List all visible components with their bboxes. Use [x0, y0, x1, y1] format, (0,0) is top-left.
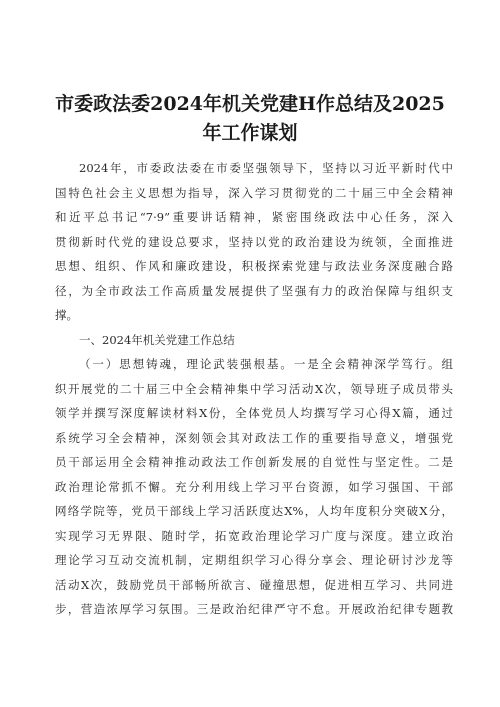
body-line: 思想、组织、作风和廉政建设，积极探索党建与政法业务深度融合路 — [55, 259, 453, 273]
body-line: 系统学习全会精神，深刻领会其对政法工作的重要指导意义，增强党 — [55, 430, 453, 445]
body-line: 径，为全市政法工作高质量发展提供了坚强有力的政治保障与组织支 — [55, 283, 453, 298]
document-title-line-2: 年工作谋划 — [202, 122, 298, 144]
document-title-line-1: 市委政法委2024年机关党建H作总结及2025 — [55, 93, 445, 115]
section-heading: 一、2024年机关党建工作总结 — [79, 332, 235, 347]
body-line: 员干部运用全会精神推动政法工作创新发展的自觉性与坚定性。二是 — [55, 455, 453, 469]
body-line: 领学并撰写深度解读材料X份，全体党员人均撰写学习心得X篇，通过 — [55, 406, 453, 420]
body-line: 国特色社会主义思想为指导，深入学习贯彻党的二十届三中全会精神 — [55, 185, 453, 200]
body-line: 和近平总书记“7·9”重要讲话精神，紧密围绕政法中心任务，深入 — [55, 210, 453, 224]
body-line: 撑。 — [55, 308, 78, 322]
document-body — [55, 156, 453, 622]
body-line: 实现学习无界限、随时学，拓宽政治理论学习广度与深度。建立政治 — [55, 528, 453, 543]
body-line: 织开展党的二十届三中全会精神集中学习活动X次，领导班子成员带头 — [55, 381, 453, 396]
body-line: 活动X次，鼓励党员干部畅所欲言、碰撞思想，促进相互学习、共同进 — [55, 577, 453, 592]
body-line: 理论学习互动交流机制，定期组织学习心得分享会、理论研讨沙龙等 — [55, 553, 453, 567]
body-line: 网络学院等，党员干部线上学习活跃度达X%，人均年度积分突破X分， — [55, 504, 453, 518]
body-line: 步，营造浓厚学习氛围。三是政治纪律严守不怠。开展政治纪律专题教 — [55, 602, 453, 616]
body-line: 贯彻新时代党的建设总要求，坚持以党的政治建设为统领，全面推进 — [55, 234, 453, 249]
body-line: 2024年，市委政法委在市委坚强领导下，坚持以习近平新时代中 — [79, 161, 453, 175]
body-line: （一）思想铸魂，理论武装强根基。一是全会精神深学笃行。组 — [79, 357, 453, 371]
body-line: 政治理论常抓不懈。充分利用线上学习平台资源，如学习强国、干部 — [55, 479, 453, 494]
